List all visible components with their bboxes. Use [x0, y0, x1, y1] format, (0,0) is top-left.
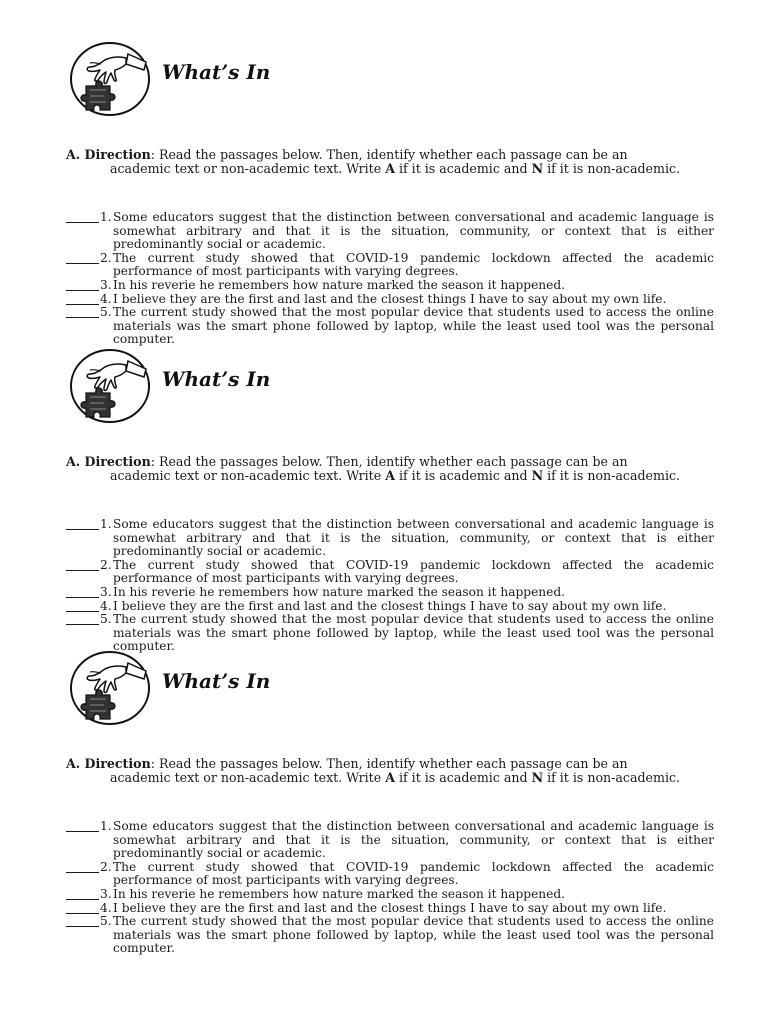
- answer-blank[interactable]: [66, 820, 99, 832]
- letter-a: A: [385, 770, 395, 785]
- letter-a: A: [385, 468, 395, 483]
- item-text: The current study showed that COVID-19 pandemic lockdown affected the academic performance of most participants with varying degrees.: [113, 250, 714, 279]
- direction-paragraph: [66, 455, 714, 483]
- answer-blank[interactable]: [66, 861, 99, 873]
- list-item: [66, 306, 714, 347]
- item-number: 5.: [100, 914, 112, 929]
- direction-continuation: [66, 469, 714, 483]
- direction-text-2: academic text or non-academic text. Write: [110, 770, 386, 785]
- direction-text-1: Read the passages below. Then, identify whether each passage can be an: [154, 454, 628, 469]
- direction-text-3: if it is academic and: [394, 161, 532, 176]
- item-number: 2.: [100, 859, 112, 874]
- direction-label: A. Direction: [66, 147, 151, 162]
- list-item: [66, 902, 714, 916]
- answer-blank[interactable]: [66, 915, 99, 927]
- item-number: 3.: [100, 584, 112, 599]
- item-text: The current study showed that COVID-19 pandemic lockdown affected the academic performance of most participants with varying degrees.: [113, 859, 714, 888]
- item-text: Some educators suggest that the distinction between conversational and academic language is somewhat arbitrary and that it is the situation, community, or context that is either predominantly social or academic.: [113, 210, 714, 252]
- answer-blank[interactable]: [66, 888, 99, 900]
- section-header: [68, 649, 468, 729]
- item-text: In his reverie he remembers how nature marked the season it happened.: [113, 584, 566, 599]
- direction-text-1: Read the passages below. Then, identify whether each passage can be an: [154, 147, 628, 162]
- item-text: I believe they are the first and last and the closest things I have to say about my own life.: [113, 598, 667, 613]
- answer-blank[interactable]: [66, 279, 99, 291]
- answer-blank[interactable]: [66, 306, 99, 318]
- item-number: 3.: [100, 277, 112, 292]
- item-text: Some educators suggest that the distinction between conversational and academic language is somewhat arbitrary and that it is the situation, community, or context that is either predominantly social or academic.: [113, 819, 714, 861]
- direction-label: A. Direction: [66, 454, 151, 469]
- item-list: [66, 820, 714, 956]
- list-item: [66, 518, 714, 559]
- direction-colon: :: [150, 147, 155, 162]
- answer-blank[interactable]: [66, 293, 99, 305]
- item-number: 4.: [100, 291, 112, 306]
- direction-text-2: academic text or non-academic text. Write: [110, 468, 386, 483]
- list-item: [66, 559, 714, 586]
- answer-blank[interactable]: [66, 252, 99, 264]
- list-item: [66, 820, 714, 861]
- item-number: 2.: [100, 250, 112, 265]
- answer-blank[interactable]: [66, 211, 99, 223]
- item-number: 1.: [100, 819, 112, 833]
- direction-paragraph: [66, 148, 714, 176]
- item-number: 5.: [100, 612, 112, 627]
- list-item: [66, 613, 714, 654]
- list-item: [66, 861, 714, 888]
- hand-puzzle-piece-icon: [68, 40, 152, 118]
- direction-text-1: Read the passages below. Then, identify whether each passage can be an: [154, 756, 628, 771]
- letter-a: A: [385, 161, 395, 176]
- direction-label: A. Direction: [66, 756, 151, 771]
- direction-colon: :: [150, 756, 155, 771]
- item-text: The current study showed that COVID-19 pandemic lockdown affected the academic performance of most participants with varying degrees.: [113, 557, 714, 586]
- item-text: In his reverie he remembers how nature marked the season it happened.: [113, 277, 566, 292]
- list-item: [66, 888, 714, 902]
- item-text: In his reverie he remembers how nature marked the season it happened.: [113, 886, 566, 901]
- item-text: I believe they are the first and last and the closest things I have to say about my own life.: [113, 291, 667, 306]
- item-list: [66, 518, 714, 654]
- section-heading: What’s In: [162, 669, 271, 693]
- direction-text-3: if it is academic and: [394, 468, 532, 483]
- direction-text-3: if it is academic and: [394, 770, 532, 785]
- list-item: [66, 586, 714, 600]
- item-text: Some educators suggest that the distinction between conversational and academic language is somewhat arbitrary and that it is the situation, community, or context that is either predominantly social or academic.: [113, 517, 714, 559]
- letter-n: N: [531, 161, 544, 176]
- letter-n: N: [531, 770, 544, 785]
- item-number: 1.: [100, 210, 112, 224]
- direction-text-4: if it is non-academic.: [543, 468, 681, 483]
- answer-blank[interactable]: [66, 613, 99, 625]
- hand-puzzle-piece-icon: [68, 649, 152, 727]
- section-heading: What’s In: [162, 60, 271, 84]
- hand-puzzle-piece-icon: [68, 347, 152, 425]
- item-number: 5.: [100, 305, 112, 320]
- direction-continuation: [66, 162, 714, 176]
- item-text: The current study showed that the most popular device that students used to access the online materials was the smart phone followed by laptop, while the least used tool was the personal computer.: [113, 914, 714, 956]
- list-item: [66, 211, 714, 252]
- answer-blank[interactable]: [66, 600, 99, 612]
- direction-paragraph: [66, 757, 714, 785]
- item-number: 3.: [100, 886, 112, 901]
- item-text: The current study showed that the most popular device that students used to access the online materials was the smart phone followed by laptop, while the least used tool was the personal computer.: [113, 305, 714, 347]
- list-item: [66, 915, 714, 956]
- list-item: [66, 600, 714, 614]
- letter-n: N: [531, 468, 544, 483]
- item-number: 4.: [100, 900, 112, 915]
- answer-blank[interactable]: [66, 902, 99, 914]
- list-item: [66, 279, 714, 293]
- answer-blank[interactable]: [66, 559, 99, 571]
- answer-blank[interactable]: [66, 586, 99, 598]
- item-number: 4.: [100, 598, 112, 613]
- section-header: [68, 347, 468, 427]
- item-text: The current study showed that the most popular device that students used to access the online materials was the smart phone followed by laptop, while the least used tool was the personal computer.: [113, 612, 714, 654]
- direction-text-2: academic text or non-academic text. Write: [110, 161, 386, 176]
- item-text: I believe they are the first and last and the closest things I have to say about my own life.: [113, 900, 667, 915]
- section-heading: What’s In: [162, 367, 271, 391]
- item-number: 2.: [100, 557, 112, 572]
- answer-blank[interactable]: [66, 518, 99, 530]
- direction-colon: :: [150, 454, 155, 469]
- list-item: [66, 252, 714, 279]
- item-list: [66, 211, 714, 347]
- section-header: [68, 40, 468, 120]
- direction-text-4: if it is non-academic.: [543, 161, 681, 176]
- direction-continuation: [66, 771, 714, 785]
- direction-text-4: if it is non-academic.: [543, 770, 681, 785]
- list-item: [66, 293, 714, 307]
- item-number: 1.: [100, 517, 112, 531]
